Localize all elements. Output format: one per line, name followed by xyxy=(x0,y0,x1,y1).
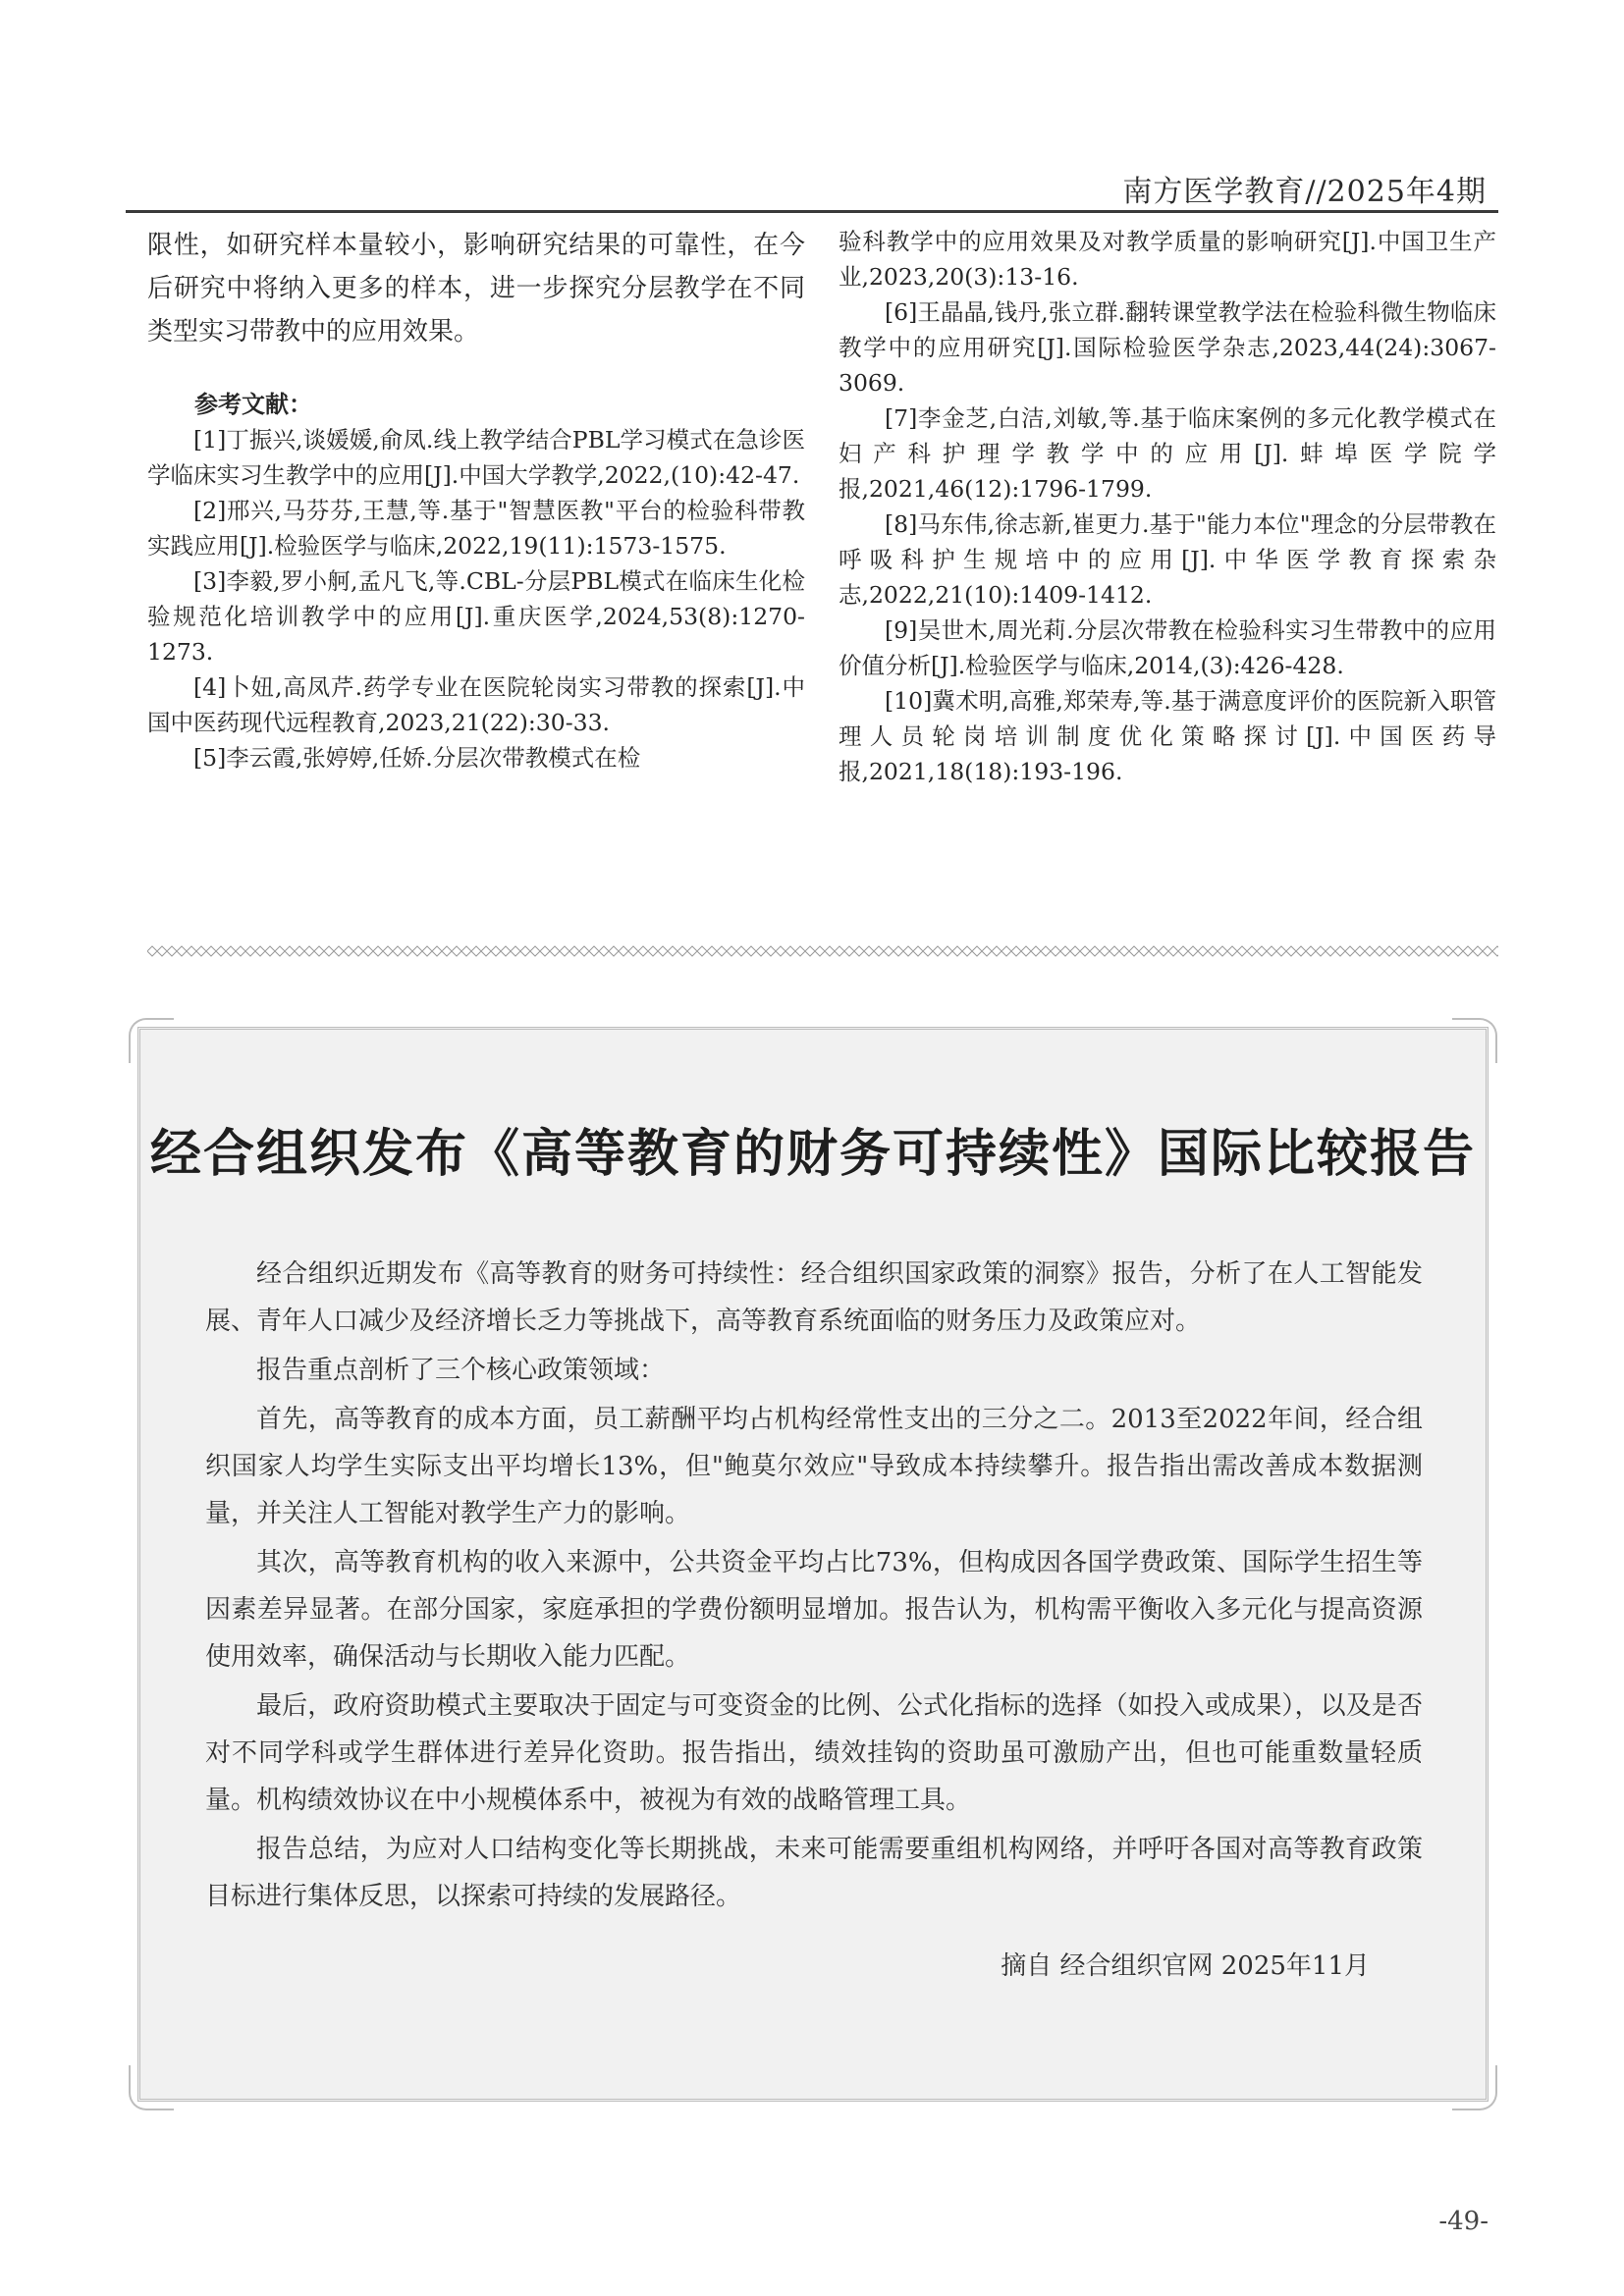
corner-ornament xyxy=(129,2065,174,2110)
section-divider xyxy=(147,944,1498,958)
article-paragraph: 首先，高等教育的成本方面，员工薪酬平均占机构经常性支出的三分之二。2013至2022年间，经合组织国家人均学生实际支出平均增长13%，但"鲍莫尔效应"导致成本持续攀升。报告指出需改善成本数据测量，并关注人工智能对教学生产力的影响。 xyxy=(205,1405,1423,1528)
reference-item: [5]李云霞,张婷婷,任娇.分层次带教模式在检 xyxy=(193,744,641,772)
reference-item: [7]李金芝,白洁,刘敏,等.基于临床案例的多元化教学模式在妇产科护理学教学中的应用[J].蚌埠医学院学报,2021,46(12):1796-1799. xyxy=(839,404,1496,503)
article-paragraph: 经合组织近期发布《高等教育的财务可持续性：经合组织国家政策的洞察》报告，分析了在人工智能发展、青年人口减少及经济增长乏力等挑战下，高等教育系统面临的财务压力及政策应对。 xyxy=(205,1259,1423,1336)
reference-item: [4]卜妞,高凤芹.药学专业在医院轮岗实习带教的探索[J].中国中医药现代远程教育,2023,21(22):30-33. xyxy=(147,673,805,736)
journal-header: 南方医学教育//2025年4期 xyxy=(1122,175,1487,209)
left-column xyxy=(147,224,805,775)
page-number: -49- xyxy=(1438,2207,1489,2236)
corner-ornament xyxy=(129,1018,174,1063)
corner-ornament xyxy=(1452,2065,1497,2110)
reference-item: [6]王晶晶,钱丹,张立群.翻转课堂教学法在检验科微生物临床教学中的应用研究[J].国际检验医学杂志,2023,44(24):3067-3069. xyxy=(839,298,1496,397)
reference-continuation: 验科教学中的应用效果及对教学质量的影响研究[J].中国卫生产业,2023,20(3):13-16. xyxy=(839,228,1496,291)
reference-item: [1]丁振兴,谈媛媛,俞凤.线上教学结合PBL学习模式在急诊医学临床实习生教学中的应用[J].中国大学教学,2022,(10):42-47. xyxy=(147,426,805,489)
reference-item: [10]冀术明,高雅,郑荣寿,等.基于满意度评价的医院新入职管理人员轮岗培训制度优化策略探讨[J].中国医药导报,2021,18(18):193-196. xyxy=(839,687,1496,785)
article-title: 经合组织发布《高等教育的财务可持续性》国际比较报告 xyxy=(149,1125,1476,1184)
reference-item: [9]吴世木,周光莉.分层次带教在检验科实习生带教中的应用价值分析[J].检验医学与临床,2014,(3):426-428. xyxy=(839,616,1496,679)
article-paragraph: 其次，高等教育机构的收入来源中，公共资金平均占比73%，但构成因各国学费政策、国际学生招生等因素差异显著。在部分国家，家庭承担的学费份额明显增加。报告认为，机构需平衡收入多元化与提高资源使用效率，确保活动与长期收入能力匹配。 xyxy=(205,1548,1423,1672)
article-paragraph: 报告总结，为应对人口结构变化等长期挑战，未来可能需要重组机构网络，并呼吁各国对高等教育政策目标进行集体反思，以探索可持续的发展路径。 xyxy=(205,1835,1423,1911)
body-continuation: 限性，如研究样本量较小，影响研究结果的可靠性，在今后研究中将纳入更多的样本，进一步探究分层教学在不同类型实习带教中的应用效果。 xyxy=(147,231,805,347)
reference-item: [8]马东伟,徐志新,崔更力.基于"能力本位"理念的分层带教在呼吸科护生规培中的应用[J].中华医学教育探索杂志,2022,21(10):1409-1412. xyxy=(839,510,1496,609)
article-paragraph: 最后，政府资助模式主要取决于固定与可变资金的比例、公式化指标的选择（如投入或成果），以及是否对不同学科或学生群体进行差异化资助。报告指出，绩效挂钩的资助虽可激励产出，但也可能重数量轻质量。机构绩效协议在中小规模体系中，被视为有效的战略管理工具。 xyxy=(205,1691,1423,1815)
article-source: 摘自 经合组织官网 2025年11月 xyxy=(1001,1951,1370,1981)
reference-item: [3]李毅,罗小舸,孟凡飞,等.CBL-分层PBL模式在临床生化检验规范化培训教学中的应用[J].重庆医学,2024,53(8):1270-1273. xyxy=(147,567,805,666)
news-box xyxy=(137,1027,1489,2102)
references-heading: 参考文献： xyxy=(194,390,312,418)
reference-item: [2]邢兴,马芬芬,王慧,等.基于"智慧医教"平台的检验科带教实践应用[J].检验医学与临床,2022,19(11):1573-1575. xyxy=(147,497,805,560)
corner-ornament xyxy=(1452,1018,1497,1063)
article-paragraph: 报告重点剖析了三个核心政策领域： xyxy=(256,1356,666,1385)
right-column xyxy=(839,224,1496,789)
header-rule xyxy=(126,210,1498,213)
article-body xyxy=(205,1251,1423,1922)
